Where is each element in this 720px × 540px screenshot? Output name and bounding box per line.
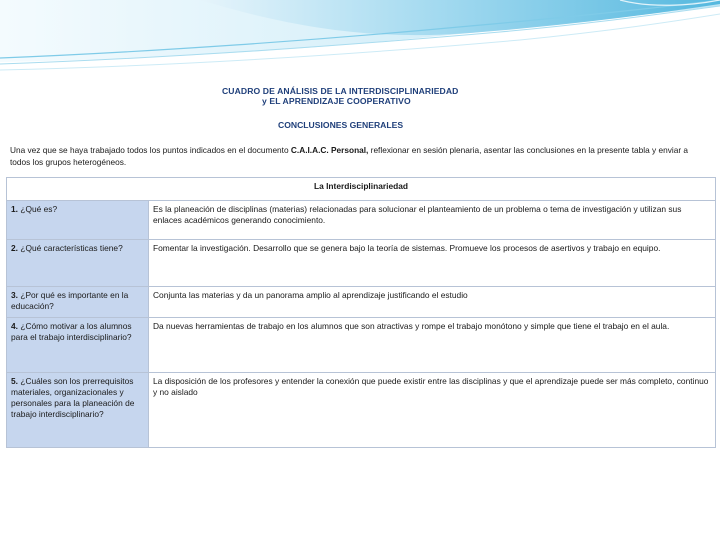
table-row [7,318,716,373]
answer-cell: Da nuevas herramientas de trabajo en los alumnos que son atractivas y rompe el trabajo monótono y simple que tiene el trabajo en el aula. [149,318,716,373]
document-title: CUADRO DE ANÁLISIS DE LA INTERDISCIPLINARIEDAD [222,86,459,96]
answer-cell: Fomentar la investigación. Desarrollo que se genera bajo la teoría de sistemas. Promueve los procesos de asertivos y trabajo en equipo. [149,240,716,287]
document-page [0,86,720,419]
table-row [7,201,716,240]
intro-document-name: C.A.I.A.C. Personal, [290,145,369,155]
question-number: 5. [11,376,18,386]
title-block [0,86,720,130]
intro-paragraph [10,144,710,168]
question-text: ¿Qué características tiene? [18,243,123,253]
answer-cell: Conjunta las materias y da un panorama amplio al aprendizaje justificando el estudio [149,287,716,318]
document-title-line-2: y EL APRENDIZAJE COOPERATIVO [262,96,411,106]
table-row [7,373,716,448]
answer-cell: La disposición de los profesores y entender la conexión que puede existir entre las disciplinas y que el aprendizaje puede ser más completo, continuo y no aislado [149,373,716,448]
intro-text-start: Una vez que se haya trabajado todos los puntos indicados en el documento [10,145,291,155]
question-number: 2. [11,243,18,253]
question-cell [7,240,149,287]
answer-cell: Es la planeación de disciplinas (materias) relacionadas para solucionar el planteamiento de un problema o tema de investigación y utilizan sus enlaces académicos generando conocimiento. [149,201,716,240]
question-text: ¿Cuáles son los prerrequisitos materiales, organizacionales y personales para la planeación de trabajo interdisciplinario? [11,376,135,419]
question-text: ¿Qué es? [18,204,58,214]
table-header: La Interdisciplinariedad [7,178,716,201]
analysis-table [6,177,716,448]
question-number: 4. [11,321,18,331]
question-number: 1. [11,204,18,214]
question-cell [7,318,149,373]
decorative-header-waves [0,0,720,90]
table-row [7,240,716,287]
question-text: ¿Por qué es importante en la educación? [11,290,129,311]
document-subtitle: CONCLUSIONES GENERALES [278,120,404,130]
question-text: ¿Cómo motivar a los alumnos para el trabajo interdisciplinario? [11,321,132,342]
question-cell [7,287,149,318]
question-number: 3. [11,290,18,300]
question-cell [7,201,149,240]
table-row [7,287,716,318]
question-cell [7,373,149,448]
intro-text-end: reflexionar en sesión plenaria, asentar las conclusiones en la presente tabla y enviar a todos los grupos heterogéneos. [10,145,688,167]
